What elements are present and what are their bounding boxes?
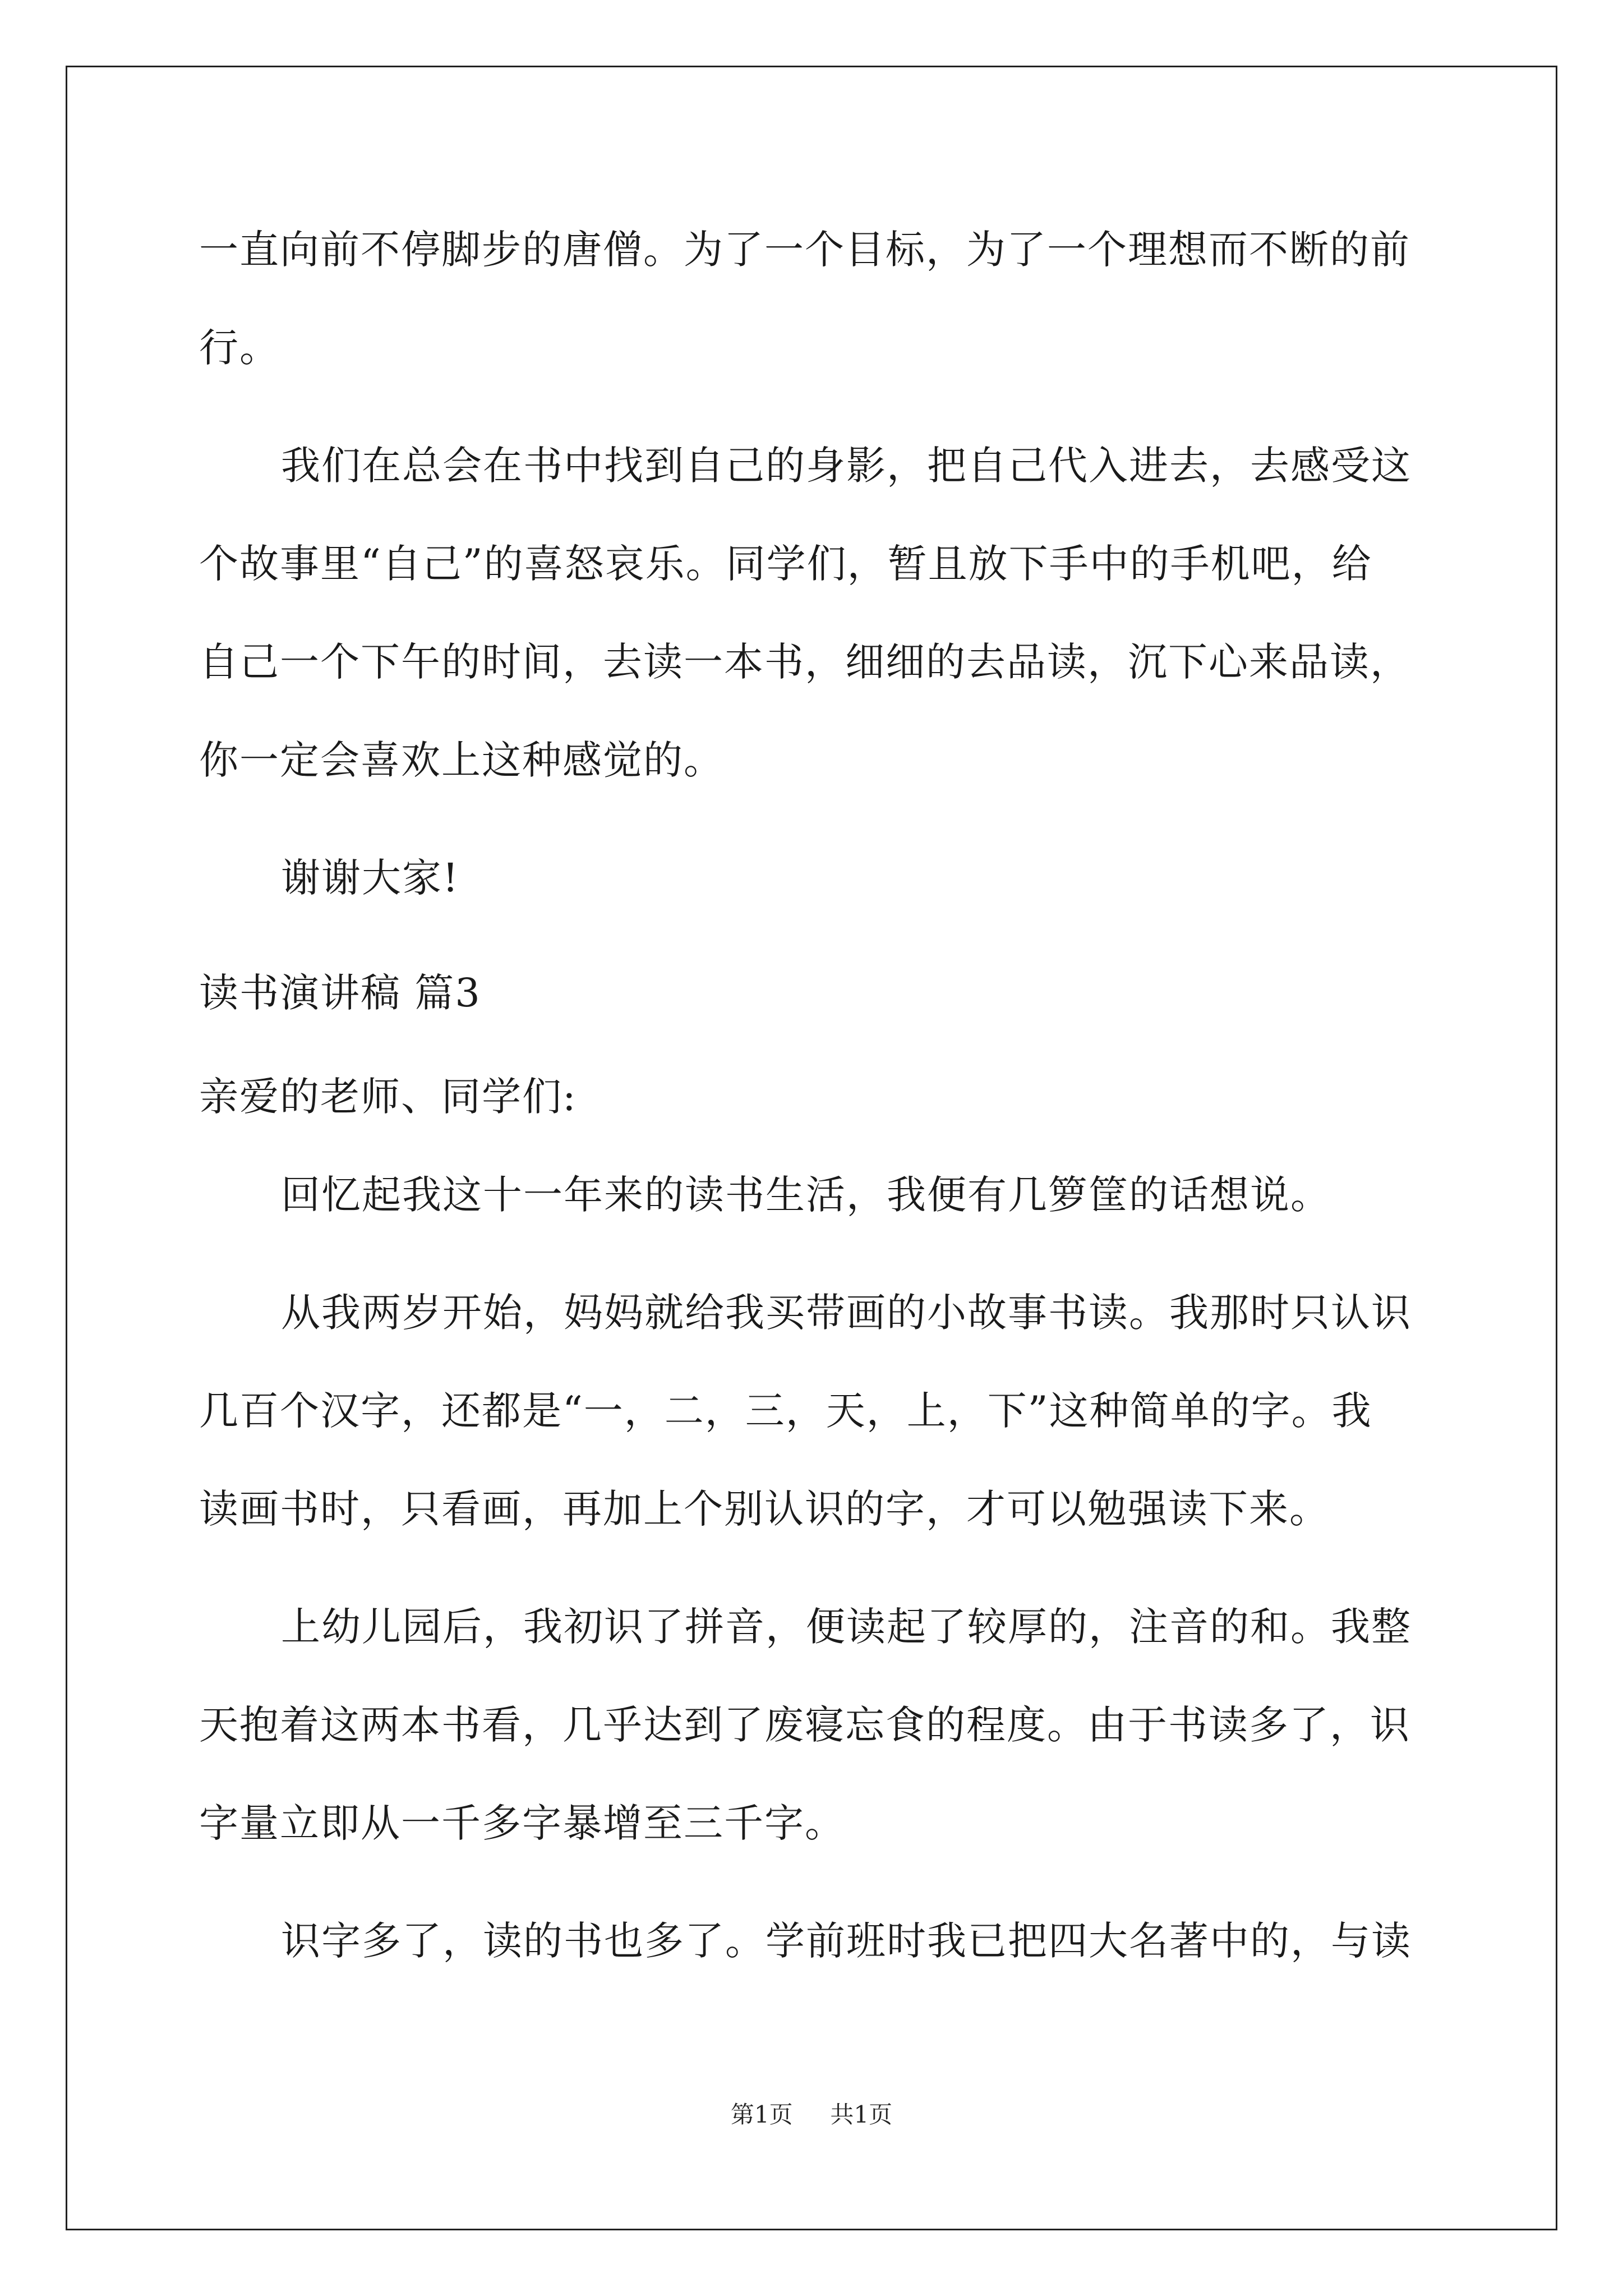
paragraph-start-line: 识字多了，读的书也多了。学前班时我已把四大名著中的，与读	[281, 1918, 1412, 1964]
closing-line: 谢谢大家!	[281, 855, 460, 901]
paragraph-start-line: 我们在总会在书中找到自己的身影，把自己代入进去，去感受这	[281, 443, 1412, 489]
text-line: 几百个汉字，还都是“一，二，三，天，上，下”这种简单的字。我	[199, 1388, 1372, 1434]
text-line: 一直向前不停脚步的唐僧。为了一个目标，为了一个理想而不断的前	[199, 227, 1410, 273]
salutation: 亲爱的老师、同学们:	[199, 1074, 577, 1120]
page-footer	[0, 2098, 1623, 2132]
text-line: 行。	[199, 325, 280, 371]
text-line: 个故事里“自己”的喜怒哀乐。同学们，暂且放下手中的手机吧，给	[199, 541, 1372, 587]
text-line: 读画书时，只看画，再加上个别认识的字，才可以勉强读下来。	[199, 1486, 1330, 1532]
text-line: 字量立即从一千多字暴增至三千字。	[199, 1800, 845, 1846]
page-border	[66, 66, 1557, 2230]
paragraph-start-line: 上幼儿园后，我初识了拼音，便读起了较厚的，注音的和。我整	[281, 1604, 1412, 1650]
paragraph-start-line: 回忆起我这十一年来的读书生活，我便有几箩筐的话想说。	[281, 1172, 1331, 1218]
text-line: 自己一个下午的时间，去读一本书，细细的去品读，沉下心来品读，	[199, 639, 1410, 685]
text-line: 天抱着这两本书看，几乎达到了废寝忘食的程度。由于书读多了，识	[199, 1702, 1410, 1748]
page-number: 第1页	[730, 2101, 793, 2128]
text-line: 你一定会喜欢上这种感觉的。	[199, 737, 724, 783]
paragraph-start-line: 从我两岁开始，妈妈就给我买带画的小故事书读。我那时只认识	[281, 1290, 1412, 1336]
section-heading: 读书演讲稿 篇3	[199, 970, 481, 1016]
page-total: 共1页	[830, 2101, 893, 2128]
